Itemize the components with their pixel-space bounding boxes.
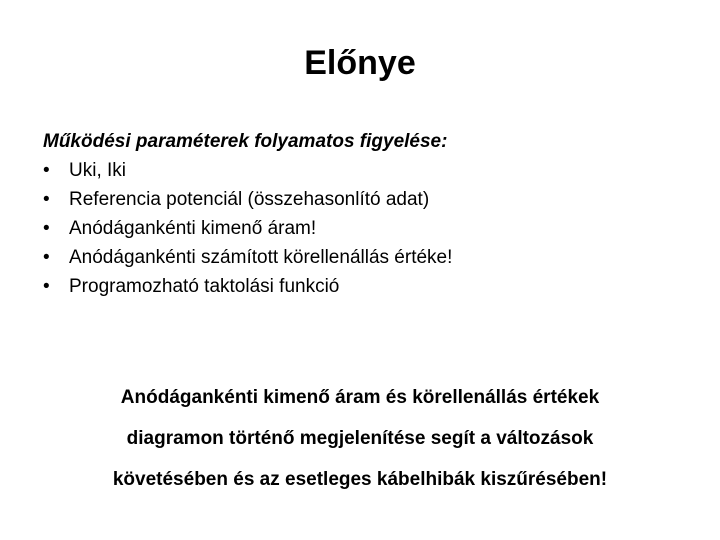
bullet-item xyxy=(43,156,683,185)
summary-line: követésében és az esetleges kábelhibák kiszűrésében! xyxy=(112,469,608,490)
content-block xyxy=(43,127,683,301)
bullet-marker: • xyxy=(43,276,50,297)
bullet-text: Anódágankénti számított körellenállás értéke! xyxy=(69,247,453,268)
bullet-item xyxy=(43,243,683,272)
bullet-marker: • xyxy=(43,160,50,181)
bullet-item xyxy=(43,272,683,301)
slide-title: Előnye xyxy=(304,44,416,82)
bullet-text: Anódágankénti kimenő áram! xyxy=(69,218,317,239)
bullet-item xyxy=(43,185,683,214)
bullet-text: Programozható taktolási funkció xyxy=(69,276,340,297)
bullet-text: Uki, Iki xyxy=(69,160,126,181)
summary-paragraph xyxy=(0,377,720,500)
summary-line: Anódágankénti kimenő áram és körellenállás értékek xyxy=(120,387,600,408)
bullet-marker: • xyxy=(43,218,50,239)
subheading: Működési paraméterek folyamatos figyelése: xyxy=(43,131,448,152)
bullet-marker: • xyxy=(43,189,50,210)
bullet-marker: • xyxy=(43,247,50,268)
bullet-item xyxy=(43,214,683,243)
bullet-list xyxy=(43,156,683,301)
summary-line: diagramon történő megjelenítése segít a változások xyxy=(126,428,594,449)
bullet-text: Referencia potenciál (összehasonlító adat) xyxy=(69,189,430,210)
